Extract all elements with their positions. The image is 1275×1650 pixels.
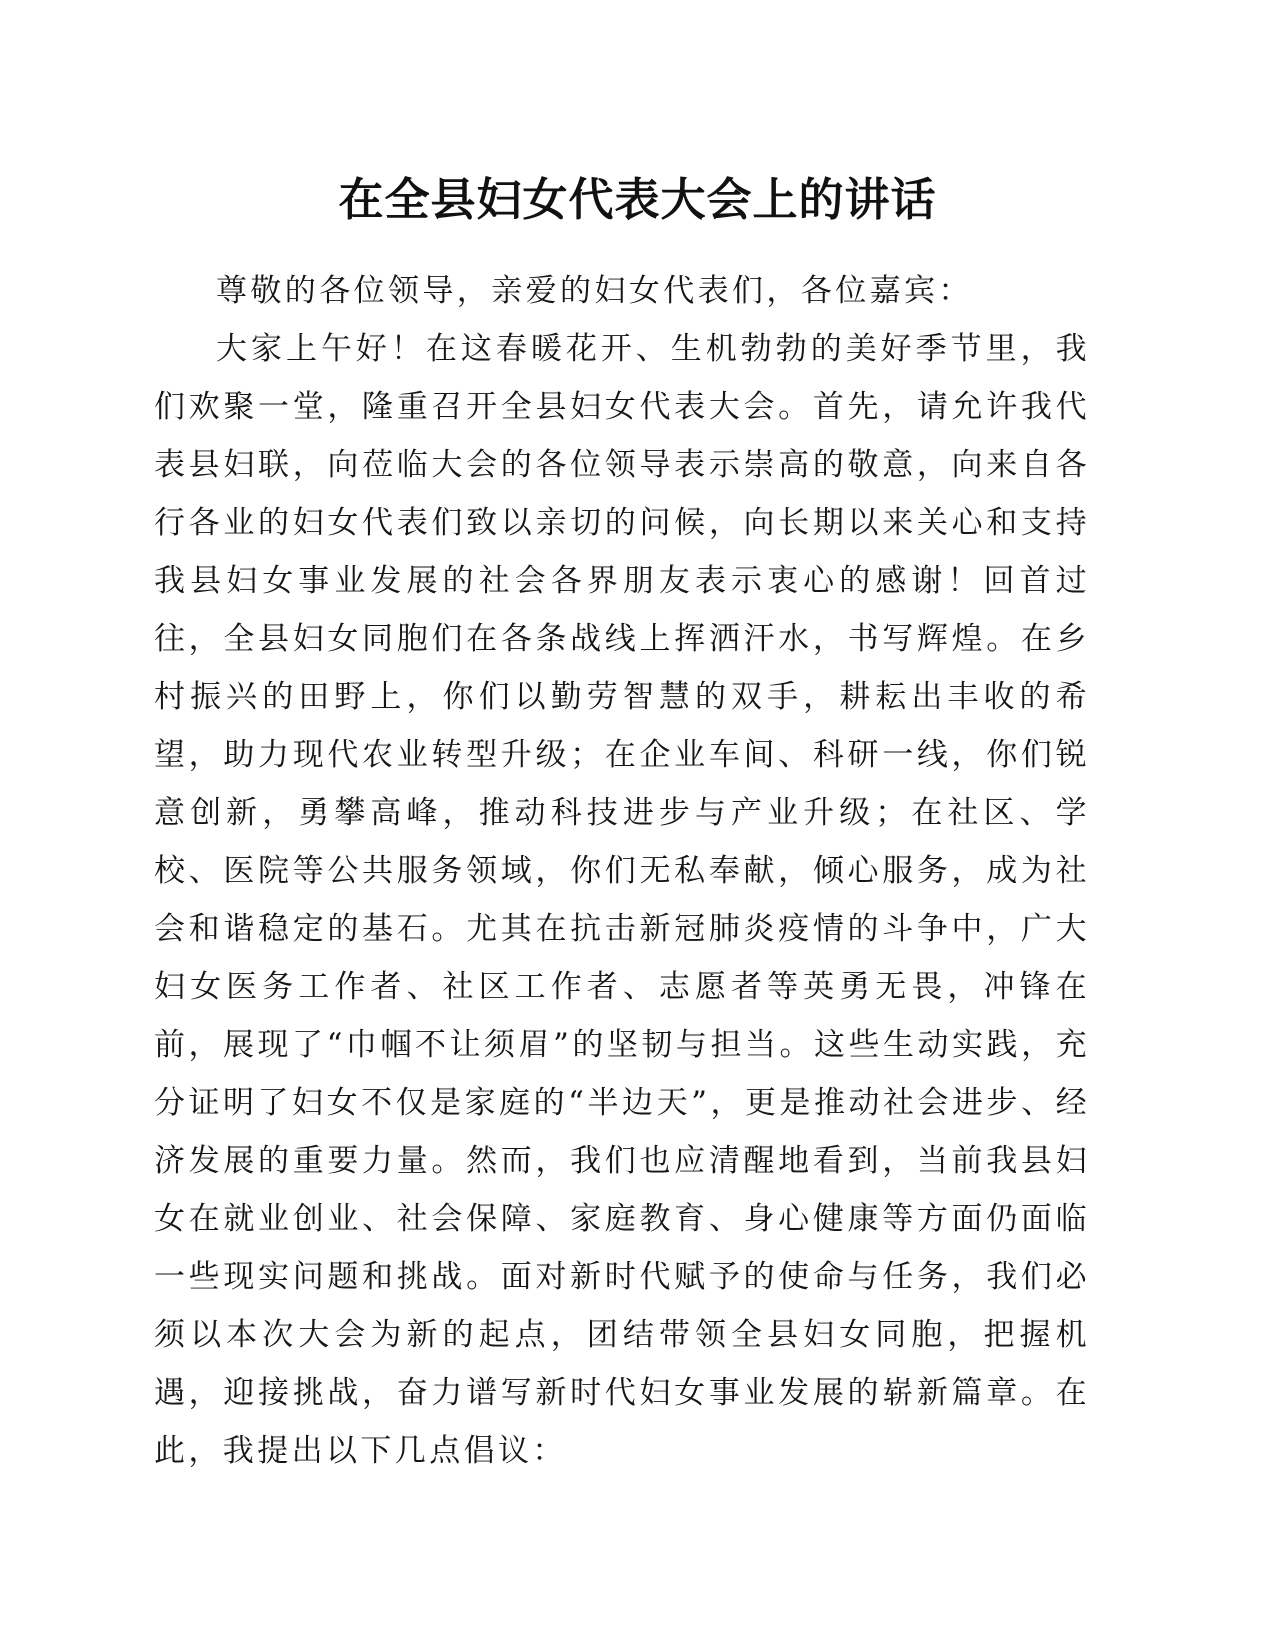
- speech-body: [154, 262, 1090, 1480]
- page-title: 在全县妇女代表大会上的讲话: [338, 173, 937, 226]
- speech-paragraph: 大家上午好！在这春暖花开、生机勃勃的美好季节里，我们欢聚一堂，隆重召开全县妇女代表大会。首先，请允许我代表县妇联，向莅临大会的各位领导表示崇高的敬意，向来自各行各业的妇女代表们致以亲切的问候，向长期以来关心和支持我县妇女事业发展的社会各界朋友表示衷心的感谢！回首过往，全县妇女同胞们在各条战线上挥洒汗水，书写辉煌。在乡村振兴的田野上，你们以勤劳智慧的双手，耕耘出丰收的希望，助力现代农业转型升级；在企业车间、科研一线，你们锐意创新，勇攀高峰，推动科技进步与产业升级；在社区、学校、医院等公共服务领域，你们无私奉献，倾心服务，成为社会和谐稳定的基石。尤其在抗击新冠肺炎疫情的斗争中，广大妇女医务工作者、社区工作者、志愿者等英勇无畏，冲锋在前，展现了“巾帼不让须眉”的坚韧与担当。这些生动实践，充分证明了妇女不仅是家庭的“半边天”，更是推动社会进步、经济发展的重要力量。然而，我们也应清醒地看到，当前我县妇女在就业创业、社会保障、家庭教育、身心健康等方面仍面临一些现实问题和挑战。面对新时代赋予的使命与任务，我们必须以本次大会为新的起点，团结带领全县妇女同胞，把握机遇，迎接挑战，奋力谱写新时代妇女事业发展的崭新篇章。在此，我提出以下几点倡议：: [154, 331, 1090, 1469]
- salutation: 尊敬的各位领导，亲爱的妇女代表们，各位嘉宾：: [216, 273, 973, 309]
